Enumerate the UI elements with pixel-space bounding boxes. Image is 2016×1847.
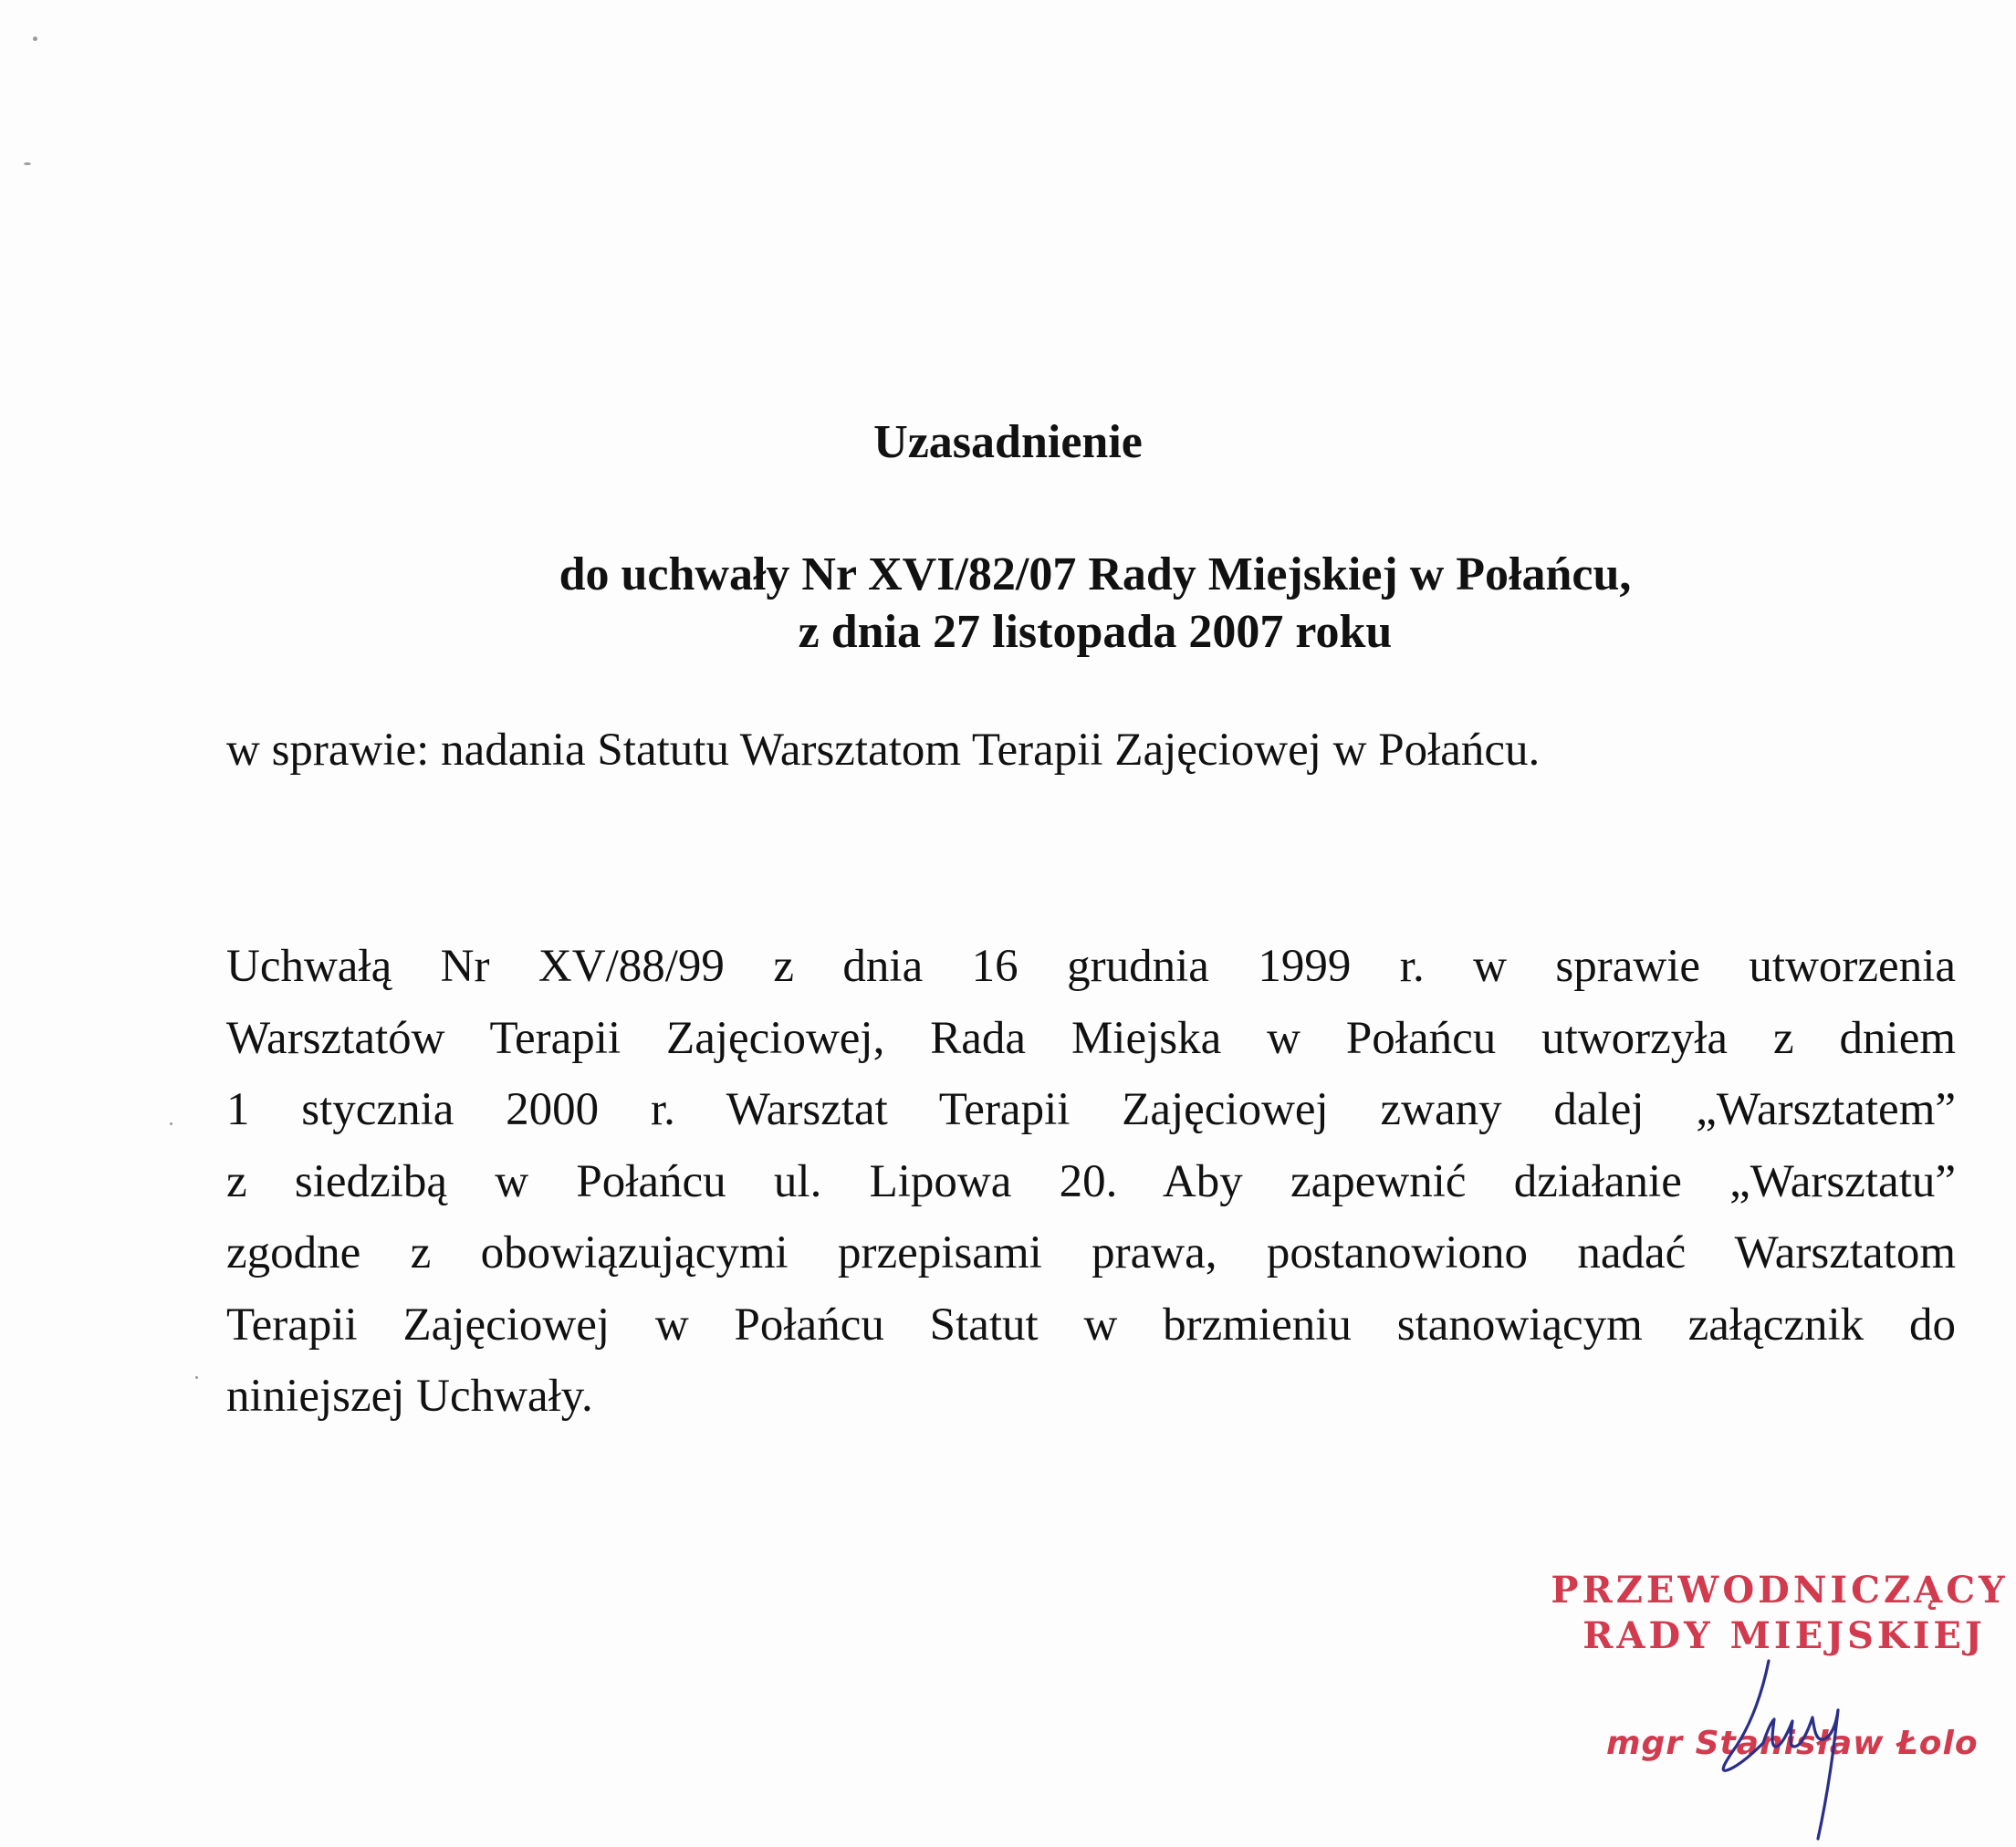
- resolution-reference-line: do uchwały Nr XVI/82/07 Rady Miejskiej w Połańcu,: [559, 548, 1632, 600]
- justification-paragraph: [226, 931, 1956, 1433]
- paragraph-line: 1 stycznia 2000 r. Warsztat Terapii Zajęciowej zwany dalej „Warsztatem”: [226, 1084, 1956, 1135]
- stamp-name: mgr Stanisław Łolo: [1606, 1725, 1979, 1762]
- stamp-council-line: RADY MIEJSKIEJ: [1583, 1614, 1986, 1657]
- paragraph-line: Uchwałą Nr XV/88/99 z dnia 16 grudnia 1999 r. w sprawie utworzenia: [226, 941, 1956, 992]
- paragraph-line: Terapii Zajęciowej w Połańcu Statut w brzmieniu stanowiącym załącznik do: [226, 1299, 1956, 1351]
- stamp-title-line: PRZEWODNICZĄCY: [1551, 1569, 2009, 1612]
- paragraph-line: zgodne z obowiązującymi przepisami prawa, postanowiono nadać Warsztatom: [226, 1227, 1956, 1278]
- resolution-date-line: z dnia 27 listopada 2007 roku: [798, 606, 1393, 658]
- paragraph-line: niniejszej Uchwały.: [226, 1371, 593, 1422]
- chairman-stamp: [1542, 1568, 2016, 1762]
- signature-stroke: [1723, 1661, 1838, 1839]
- matter-line: w sprawie: nadania Statutu Warsztatom Terapii Zajęciowej w Połańcu.: [226, 725, 1541, 776]
- handwritten-signature: [1716, 1652, 1880, 1843]
- resolution-reference: [484, 546, 1707, 661]
- paragraph-line: Warsztatów Terapii Zajęciowej, Rada Miejska w Połańcu utworzyła z dniem: [226, 1012, 1956, 1064]
- document-title: Uzasadnienie: [873, 416, 1143, 468]
- paragraph-line: z siedzibą w Połańcu ul. Lipowa 20. Aby zapewnić działanie „Warsztatu”: [226, 1155, 1956, 1207]
